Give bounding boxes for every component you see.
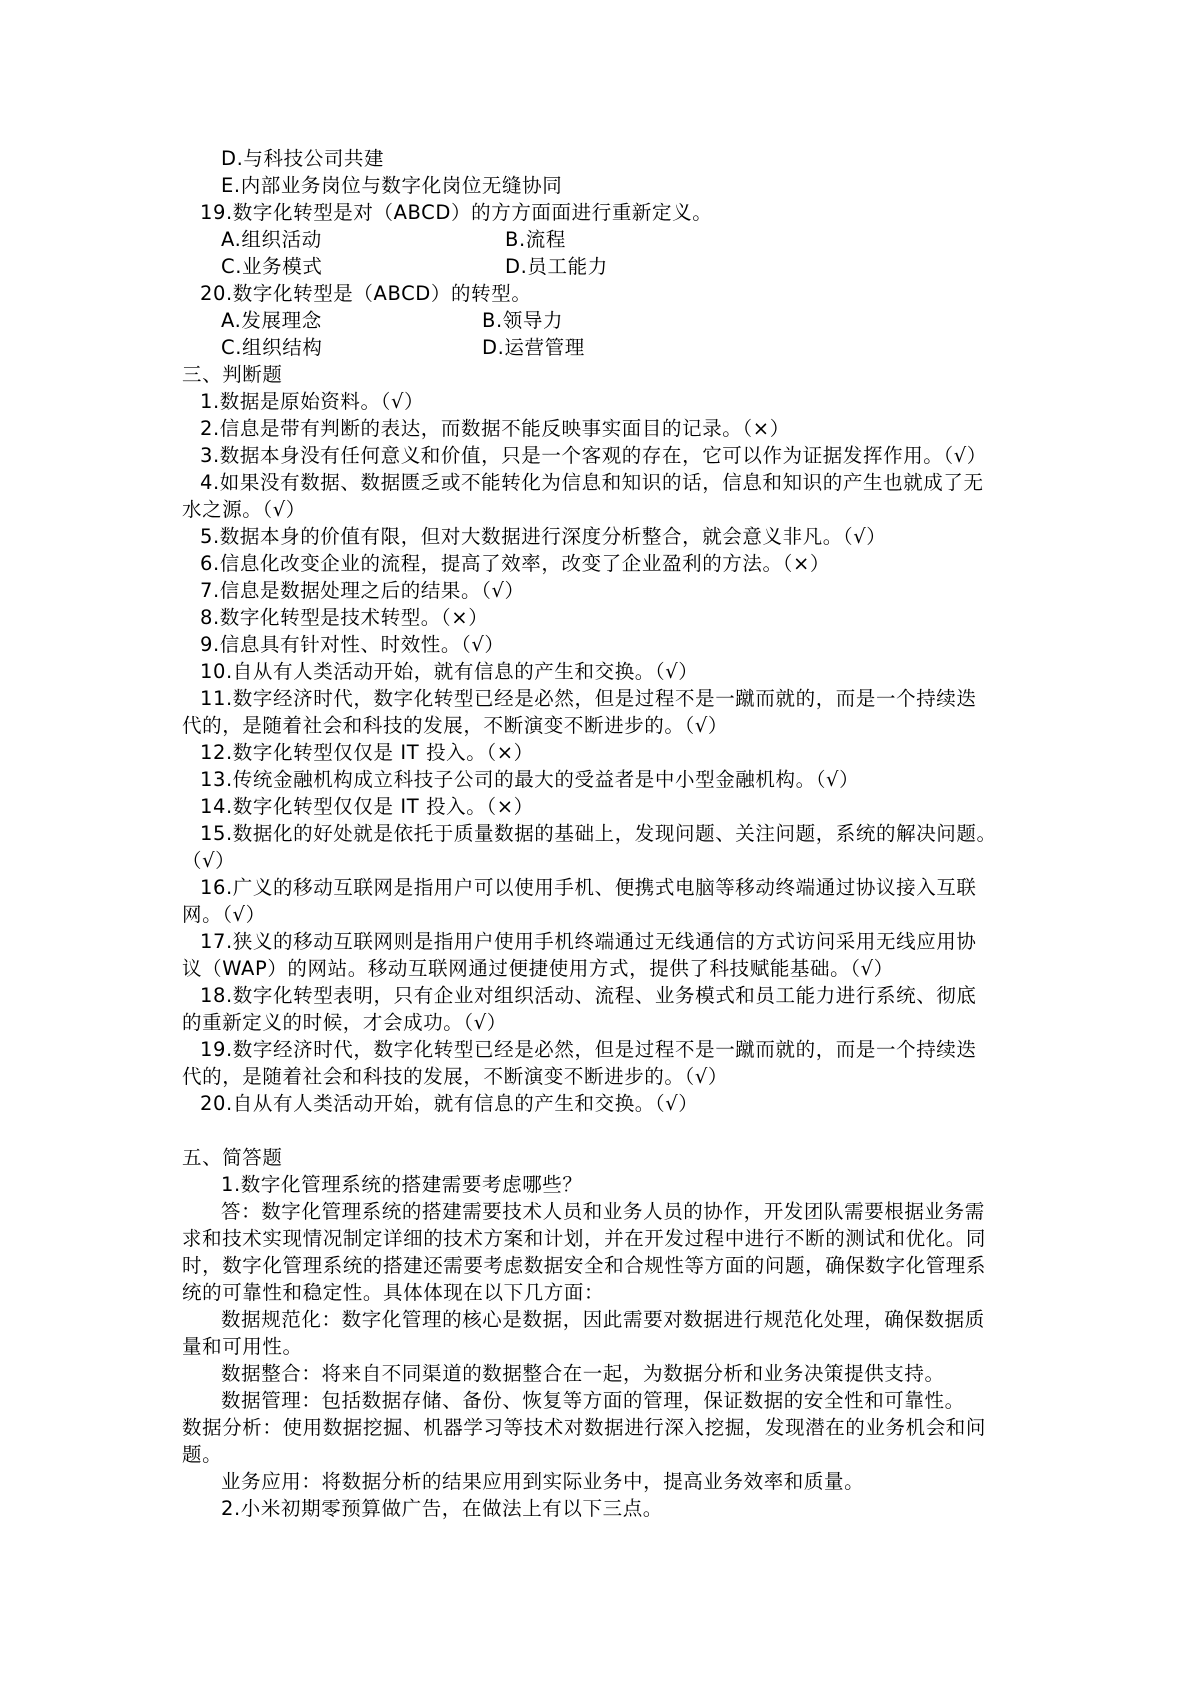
judgment-line: 7.信息是数据处理之后的结果。（√） <box>200 579 525 602</box>
answer-line: 时，数字化管理系统的搭建还需要考虑数据安全和合规性等方面的问题，确保数字化管理系 <box>182 1254 987 1277</box>
answer-line: 1.数字化管理系统的搭建需要考虑哪些？ <box>221 1173 583 1196</box>
answer-line: 数据分析：使用数据挖掘、机器学习等技术对数据进行深入挖掘，发现潜在的业务机会和问 <box>182 1416 987 1439</box>
judgment-line: 14.数字化转型仅仅是 IT 投入。（×） <box>200 795 534 818</box>
option-c: C.业务模式 <box>221 255 323 278</box>
judgment-line: 水之源。（√） <box>182 498 306 521</box>
judgment-line: 18.数字化转型表明，只有企业对组织活动、流程、业务模式和员工能力进行系统、彻底 <box>200 984 977 1007</box>
judgment-line: 20.自从有人类活动开始，就有信息的产生和交换。（√） <box>200 1092 699 1115</box>
judgment-line: 8.数字化转型是技术转型。（×） <box>200 606 489 629</box>
judgment-line: 12.数字化转型仅仅是 IT 投入。（×） <box>200 741 534 764</box>
judgment-line: 16.广义的移动互联网是指用户可以使用手机、便携式电脑等移动终端通过协议接入互联 <box>200 876 977 899</box>
answer-line: 求和技术实现情况制定详细的技术方案和计划，并在开发过程中进行不断的测试和优化。同 <box>182 1227 987 1250</box>
option-d: D.运营管理 <box>482 336 585 359</box>
question-20-stem: 20.数字化转型是（ABCD）的转型。 <box>200 282 532 305</box>
answer-line: 数据管理：包括数据存储、备份、恢复等方面的管理，保证数据的安全性和可靠性。 <box>221 1389 965 1412</box>
answer-line: 量和可用性。 <box>182 1335 303 1358</box>
judgment-line: 11.数字经济时代，数字化转型已经是必然，但是过程不是一蹴而就的，而是一个持续迭 <box>200 687 977 710</box>
option-e: E.内部业务岗位与数字化岗位无缝协同 <box>221 174 563 197</box>
option-b: B.领导力 <box>482 309 564 332</box>
judgment-line: 4.如果没有数据、数据匮乏或不能转化为信息和知识的话，信息和知识的产生也就成了无 <box>200 471 984 494</box>
answer-line: 答：数字化管理系统的搭建需要技术人员和业务人员的协作，开发团队需要根据业务需 <box>221 1200 985 1223</box>
answer-line: 业务应用：将数据分析的结果应用到实际业务中，提高业务效率和质量。 <box>221 1470 865 1493</box>
answer-line: 数据规范化：数字化管理的核心是数据，因此需要对数据进行规范化处理，确保数据质 <box>221 1308 985 1331</box>
question-19-stem: 19.数字化转型是对（ABCD）的方方面面进行重新定义。 <box>200 201 713 224</box>
judgment-line: 19.数字经济时代，数字化转型已经是必然，但是过程不是一蹴而就的，而是一个持续迭 <box>200 1038 977 1061</box>
answer-line: 数据整合：将来自不同渠道的数据整合在一起，为数据分析和业务决策提供支持。 <box>221 1362 945 1385</box>
judgment-line: 2.信息是带有判断的表达，而数据不能反映事实面目的记录。（×） <box>200 417 790 440</box>
judgment-line: 3.数据本身没有任何意义和价值，只是一个客观的存在，它可以作为证据发挥作用。（√） <box>200 444 987 467</box>
judgment-line: 13.传统金融机构成立科技子公司的最大的受益者是中小型金融机构。（√） <box>200 768 860 791</box>
option-d: D.员工能力 <box>505 255 608 278</box>
option-c: C.组织结构 <box>221 336 323 359</box>
option-a: A.发展理念 <box>221 309 322 332</box>
judgment-line: 代的，是随着社会和科技的发展，不断演变不断进步的。（√） <box>182 1065 728 1088</box>
option-d: D.与科技公司共建 <box>221 147 385 170</box>
judgment-line: 6.信息化改变企业的流程，提高了效率，改变了企业盈利的方法。（×） <box>200 552 830 575</box>
judgment-line: 9.信息具有针对性、时效性。（√） <box>200 633 505 656</box>
judgment-line: 5.数据本身的价值有限，但对大数据进行深度分析整合，就会意义非凡。（√） <box>200 525 887 548</box>
judgment-line: 15.数据化的好处就是依托于质量数据的基础上，发现问题、关注问题，系统的解决问题。 <box>200 822 997 845</box>
answer-line: 统的可靠性和稳定性。具体体现在以下几方面： <box>182 1281 605 1304</box>
option-b: B.流程 <box>505 228 566 251</box>
judgment-line: 10.自从有人类活动开始，就有信息的产生和交换。（√） <box>200 660 699 683</box>
answer-line: 题。 <box>182 1443 223 1466</box>
judgment-line: 17.狭义的移动互联网则是指用户使用手机终端通过无线通信的方式访问采用无线应用协 <box>200 930 977 953</box>
judgment-line: 的重新定义的时候，才会成功。（√） <box>182 1011 507 1034</box>
answer-line: 2.小米初期零预算做广告，在做法上有以下三点。 <box>221 1497 663 1520</box>
judgment-line: （√） <box>182 849 236 872</box>
section-heading: 五、简答题 <box>182 1146 283 1169</box>
section-heading: 三、判断题 <box>182 363 283 386</box>
judgment-line: 网。（√） <box>182 903 266 926</box>
judgment-line: 1.数据是原始资料。（√） <box>200 390 425 413</box>
option-a: A.组织活动 <box>221 228 322 251</box>
judgment-line: 议（WAP）的网站。移动互联网通过便捷使用方式，提供了科技赋能基础。（√） <box>182 957 894 980</box>
judgment-line: 代的，是随着社会和科技的发展，不断演变不断进步的。（√） <box>182 714 728 737</box>
